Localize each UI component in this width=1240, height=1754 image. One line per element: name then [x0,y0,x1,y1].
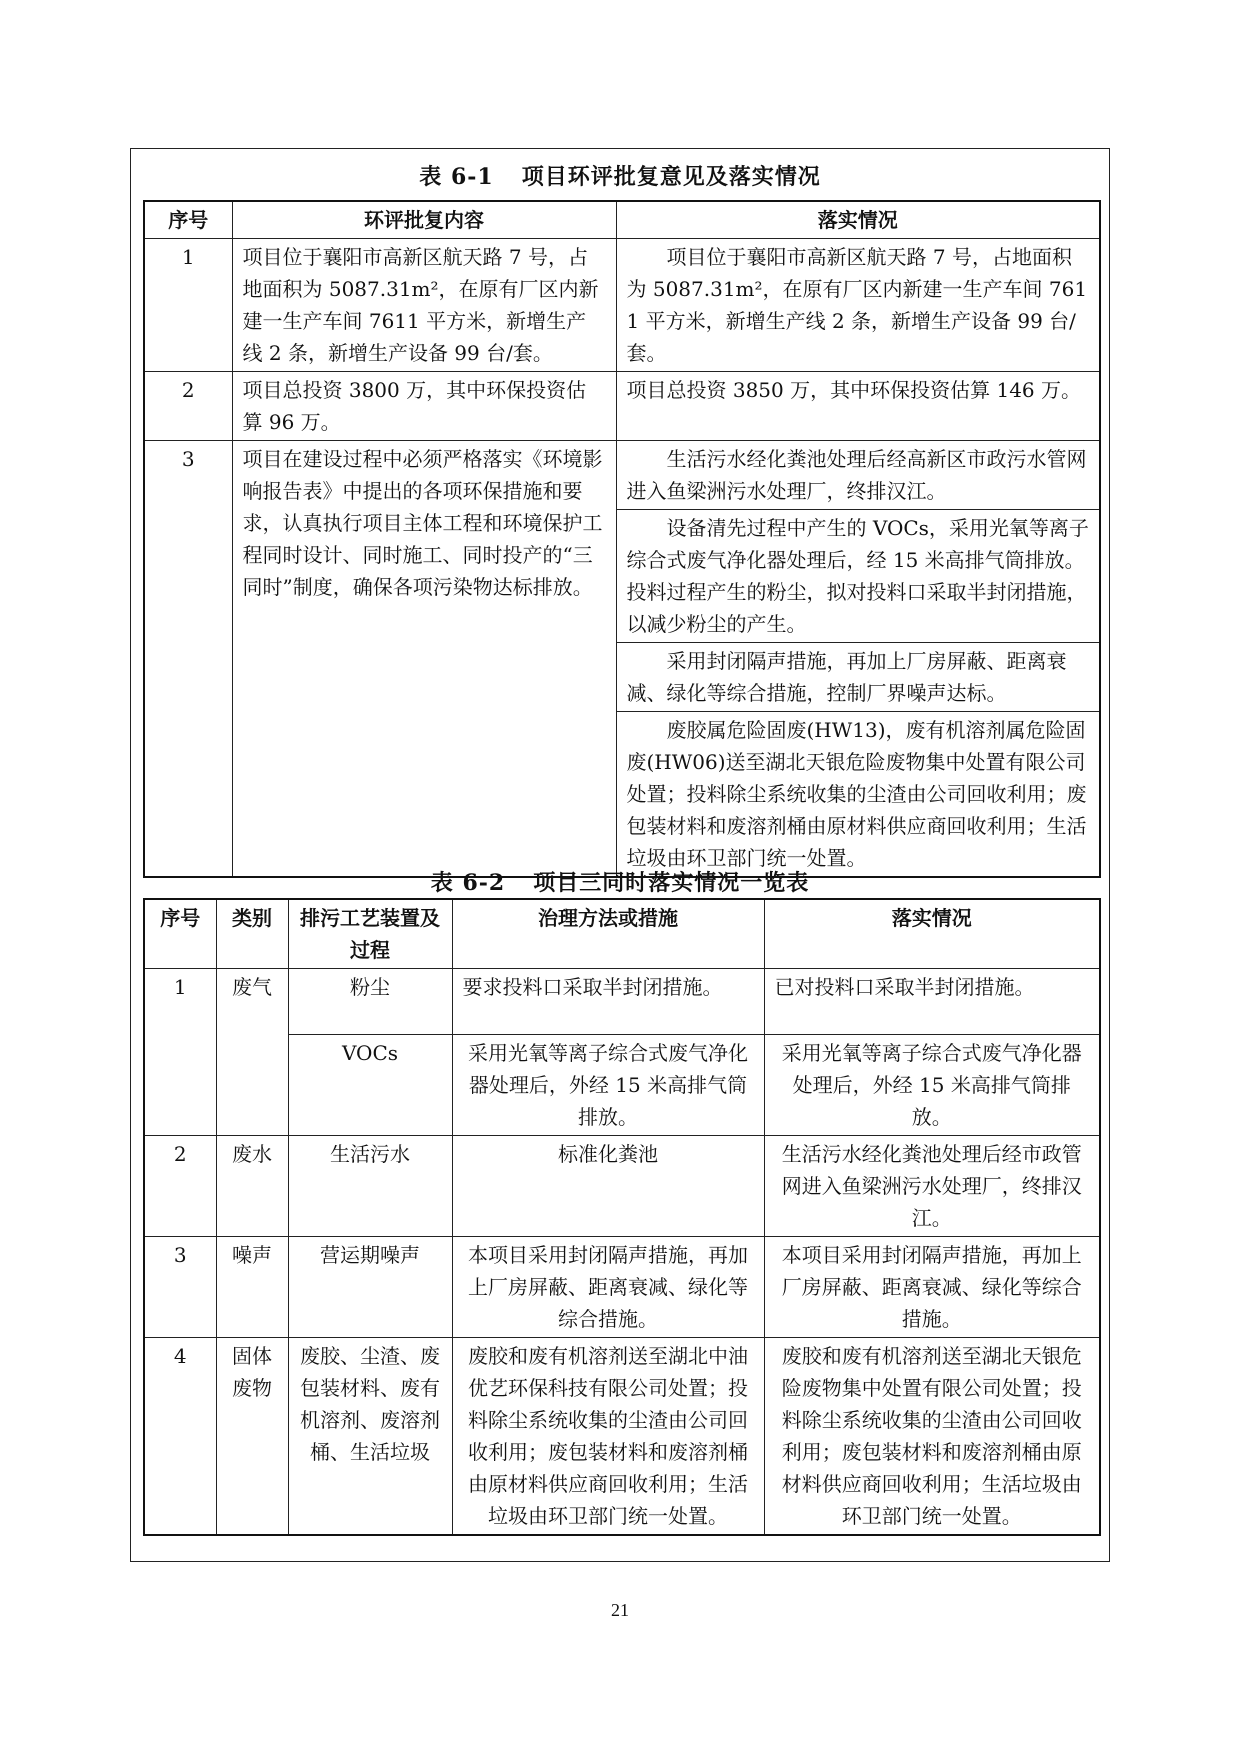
implementation-status: 项目总投资 3850 万，其中环保投资估算 146 万。 [616,372,1100,441]
category: 废气 [216,969,288,1035]
category: 废水 [216,1136,288,1237]
table2-caption: 项目三同时落实情况一览表 [533,870,810,896]
table2-header-no: 序号 [144,899,216,969]
approval-content: 项目总投资 3800 万，其中环保投资估算 96 万。 [232,372,616,441]
table1-number: 表 6-1 [419,164,494,190]
process: 生活污水 [288,1136,452,1237]
treatment-method: 废胶和废有机溶剂送至湖北中油优艺环保科技有限公司处置；投料除尘系统收集的尘渣由公司回收利用；废包装材料和废溶剂桶由原材料供应商回收利用；生活垃圾由环卫部门统一处置。 [452,1338,764,1536]
implementation-status: 生活污水经化粪池处理后经市政管网进入鱼梁洲污水处理厂，终排汉江。 [764,1136,1100,1237]
implementation-status: 采用光氧等离子综合式废气净化器处理后，外经 15 米高排气筒排放。 [764,1035,1100,1136]
page-number: 21 [611,1600,629,1620]
process: 营运期噪声 [288,1237,452,1338]
implementation-status: 项目位于襄阳市高新区航天路 7 号，占地面积为 5087.31m²，在原有厂区内新建一生产车间 7611 平方米，新增生产线 2 条，新增生产设备 99 台/套。 [616,239,1100,372]
table2-header-row [144,899,1100,969]
treatment-method: 本项目采用封闭隔声措施，再加上厂房屏蔽、距离衰减、绿化等综合措施。 [452,1237,764,1338]
table1-header-content: 环评批复内容 [232,201,616,239]
process: 粉尘 [288,969,452,1035]
table-row [144,969,1100,1035]
row-number: 4 [144,1338,216,1536]
implementation-status: 本项目采用封闭隔声措施，再加上厂房屏蔽、距离衰减、绿化等综合措施。 [764,1237,1100,1338]
table-row [144,441,1100,510]
table2-header-method: 治理方法或措施 [452,899,764,969]
process: VOCs [288,1035,452,1136]
table-row [144,239,1100,372]
table2 [143,898,1101,1536]
table2-header-status: 落实情况 [764,899,1100,969]
process: 废胶、尘渣、废包装材料、废有机溶剂、废溶剂桶、生活垃圾 [288,1338,452,1536]
approval-content: 项目位于襄阳市高新区航天路 7 号，占地面积为 5087.31m²，在原有厂区内新建一生产车间 7611 平方米，新增生产线 2 条，新增生产设备 99 台/套。 [232,239,616,372]
implementation-status: 采用封闭隔声措施，再加上厂房屏蔽、距离衰减、绿化等综合措施，控制厂界噪声达标。 [616,643,1100,712]
row-number: 2 [144,372,232,441]
implementation-status: 设备清先过程中产生的 VOCs，采用光氧等离子综合式废气净化器处理后，经 15 米高排气筒排放。投料过程产生的粉尘，拟对投料口采取半封闭措施，以减少粉尘的产生。 [616,510,1100,643]
table1-header-no: 序号 [144,201,232,239]
table-row [144,1237,1100,1338]
implementation-status: 废胶和废有机溶剂送至湖北天银危险废物集中处置有限公司处置；投料除尘系统收集的尘渣由公司回收利用；废包装材料和废溶剂桶由原材料供应商回收利用；生活垃圾由环卫部门统一处置。 [764,1338,1100,1536]
treatment-method: 标准化粪池 [452,1136,764,1237]
row-number: 2 [144,1136,216,1237]
table-row [144,372,1100,441]
table1-caption: 项目环评批复意见及落实情况 [521,164,821,190]
implementation-status: 生活污水经化粪池处理后经高新区市政污水管网进入鱼梁洲污水处理厂，终排汉江。 [616,441,1100,510]
implementation-status: 废胶属危险固废(HW13)，废有机溶剂属危险固废(HW06)送至湖北天银危险废物集中处置有限公司处置；投料除尘系统收集的尘渣由公司回收利用；废包装材料和废溶剂桶由原材料供应商回收利用；生活垃圾由环卫部门统一处置。 [616,712,1100,878]
table1 [143,200,1101,878]
table2-number: 表 6-2 [430,870,506,896]
row-number [144,1035,216,1136]
table2-header-category: 类别 [216,899,288,969]
category [216,1035,288,1136]
implementation-status: 已对投料口采取半封闭措施。 [764,969,1100,1035]
table2-header-process: 排污工艺装置及过程 [288,899,452,969]
row-number: 3 [144,1237,216,1338]
category: 固体废物 [216,1338,288,1536]
approval-content: 项目在建设过程中必须严格落实《环境影响报告表》中提出的各项环保措施和要求，认真执行项目主体工程和环境保护工程同时设计、同时施工、同时投产的“三同时”制度，确保各项污染物达标排放。 [232,441,616,878]
table1-header-status: 落实情况 [616,201,1100,239]
row-number: 1 [144,239,232,372]
table2-title [0,866,1240,897]
table1-title [0,160,1240,191]
table-row [144,1136,1100,1237]
row-number: 3 [144,441,232,878]
category: 噪声 [216,1237,288,1338]
table-row [144,1338,1100,1536]
row-number: 1 [144,969,216,1035]
table1-header-row [144,201,1100,239]
treatment-method: 要求投料口采取半封闭措施。 [452,969,764,1035]
treatment-method: 采用光氧等离子综合式废气净化器处理后，外经 15 米高排气筒排放。 [452,1035,764,1136]
table-row [144,1035,1100,1136]
